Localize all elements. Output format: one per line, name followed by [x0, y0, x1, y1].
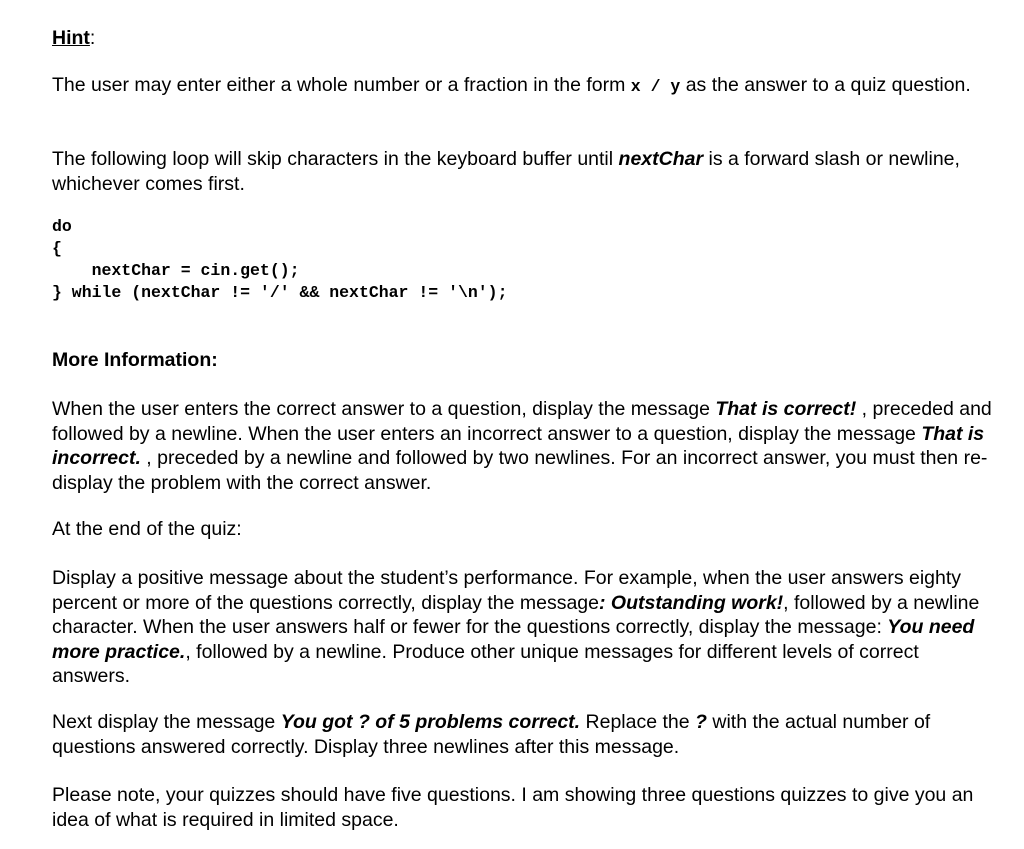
code-line: } while (nextChar != '/' && nextChar != '\n');	[52, 283, 508, 302]
paragraph-fraction-input: The user may enter either a whole number or a fraction in the form x / y as the answer to a quiz question.	[52, 74, 971, 96]
paragraph-score-message: Next display the message You got ? of 5 problems correct. Replace the ? with the actual number of questions answered correctly. Display three newlines after this message.	[52, 711, 931, 758]
paragraph-performance-message: Display a positive message about the student’s performance. For example, when the user answers eighty percent or more of the questions correctly, display the message: Outstanding work!, followed by a newline character. When the user answers half or fewer for the questions correctly, display the message: You need more practice., followed by a newline. Produce other unique messages for different levels of correct answers.	[52, 567, 980, 687]
code-block	[52, 216, 507, 304]
code-line: nextChar = cin.get();	[52, 261, 300, 280]
code-line: do	[52, 217, 72, 236]
code-line: {	[52, 239, 62, 258]
hint-heading: Hint:	[52, 27, 96, 49]
inline-code: x / y	[630, 77, 681, 96]
more-information-heading: More Information:	[52, 349, 218, 371]
paragraph-loop-description: The following loop will skip characters in the keyboard buffer until nextChar is a forward slash or newline, whichever comes first.	[52, 148, 960, 195]
paragraph-note: Please note, your quizzes should have five questions. I am showing three questions quizzes to give you an idea of what is required in limited space.	[52, 784, 974, 831]
paragraph-correct-incorrect: When the user enters the correct answer to a question, display the message That is correct! , preceded and followed by a newline. When the user enters an incorrect answer to a question, display the message That is incorrect. , preceded by a newline and followed by two newlines. For an incorrect answer, you must then re-display the problem with the correct answer.	[52, 398, 992, 494]
paragraph-end-of-quiz: At the end of the quiz:	[52, 518, 242, 540]
